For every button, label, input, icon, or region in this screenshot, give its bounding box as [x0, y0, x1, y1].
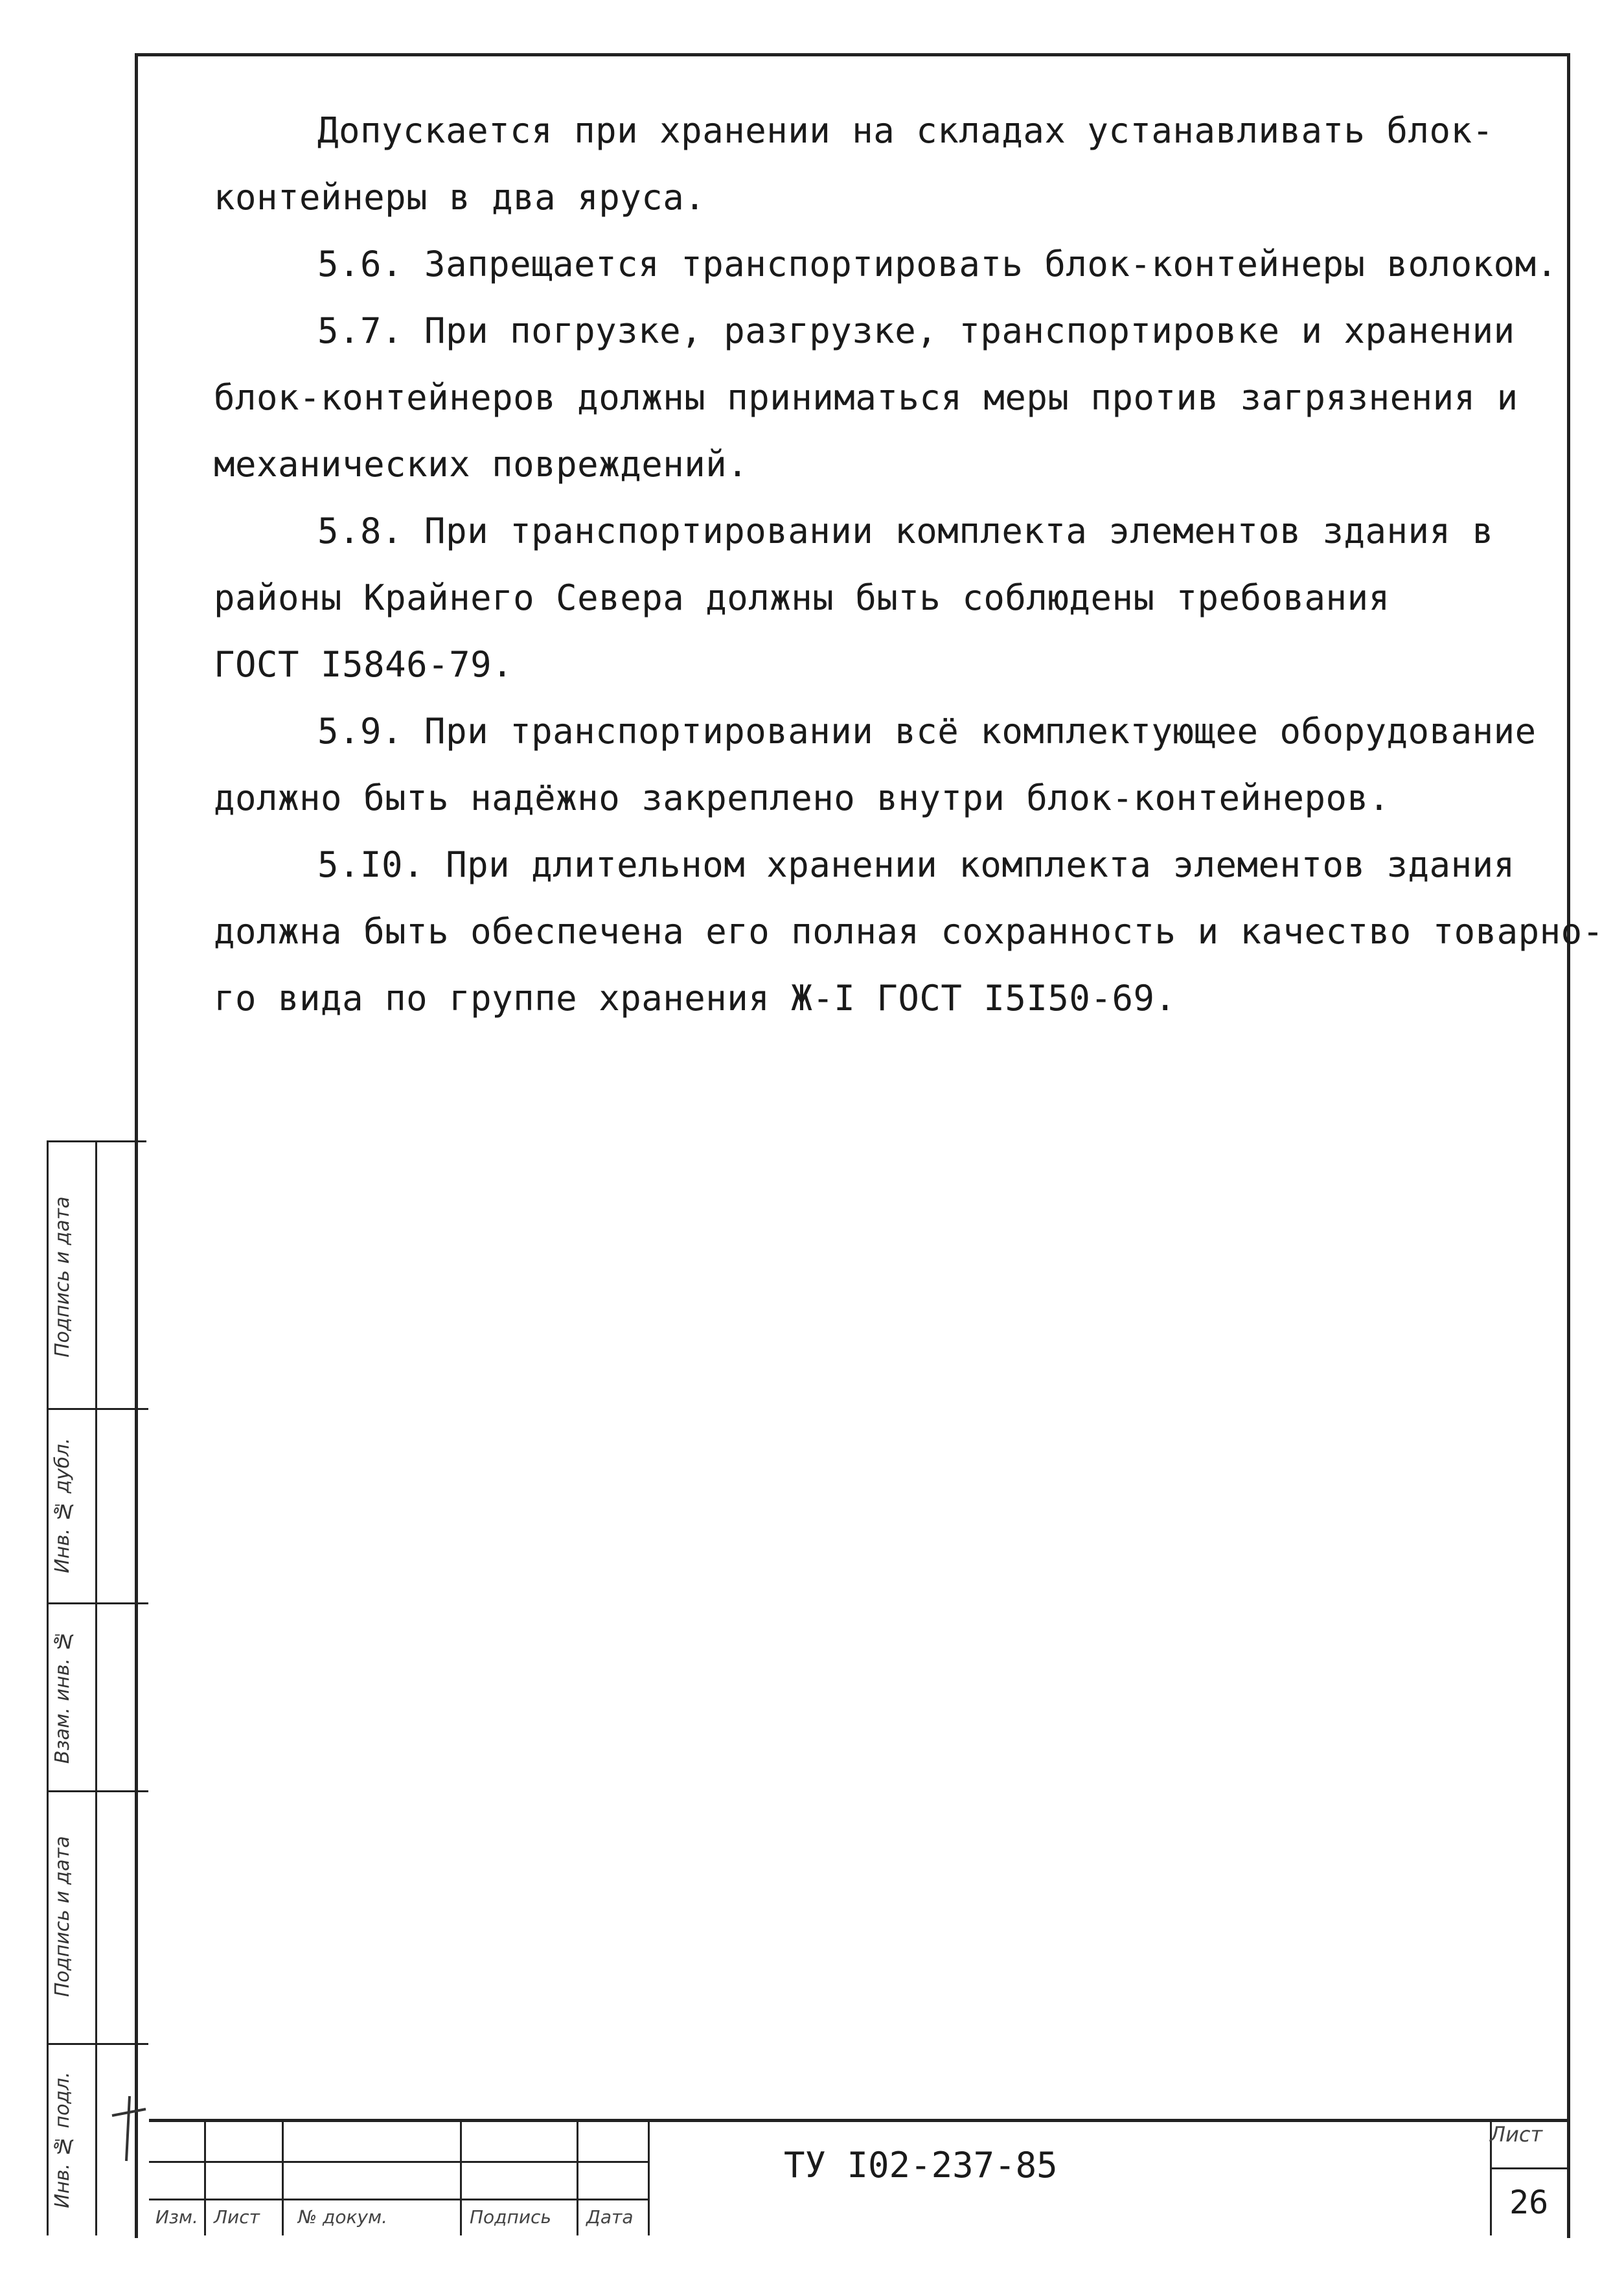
side-divider [49, 2043, 148, 2045]
side-label-dupl-inv: Инв. № дубл. [51, 1437, 74, 1573]
title-block-divider [204, 2122, 206, 2235]
text-line: 5.6. Запрещается транспортировать блок-контейнеры волоком. [317, 244, 1558, 284]
side-divider [49, 1408, 148, 1410]
title-block-divider [1490, 2167, 1570, 2169]
column-label-doc-number: № докум. [298, 2206, 388, 2228]
handwritten-mark [107, 2090, 152, 2167]
text-line: районы Крайнего Севера должны быть соблюдены требования [214, 577, 1390, 618]
side-label-replace-inv: Взам. инв. № [51, 1629, 74, 1764]
side-label-signature-date-2: Подпись и дата [51, 1836, 74, 1998]
text-line: 5.9. При транспортировании всё комплектующее оборудование [317, 711, 1537, 752]
document-code: ТУ I02-237-85 [784, 2145, 1058, 2186]
title-block-divider [577, 2122, 578, 2235]
sheet-number: 26 [1509, 2184, 1549, 2221]
paragraph-5-7 [214, 297, 1542, 498]
side-divider [49, 1790, 148, 1792]
side-divider [95, 1142, 97, 2235]
paragraph-5-9 [214, 698, 1542, 831]
column-label-change: Изм. [155, 2206, 198, 2228]
title-block-divider [149, 2199, 648, 2200]
paragraph-5-10 [214, 831, 1604, 1032]
text-line: должно быть надёжно закреплено внутри блок-контейнеров. [214, 778, 1390, 818]
side-divider [49, 1602, 148, 1604]
side-stamp-column [47, 1140, 146, 2235]
text-line: блок-контейнеров должны приниматься меры против загрязнения и [214, 377, 1518, 418]
column-label-date: Дата [586, 2206, 634, 2228]
text-line: должна быть обеспечена его полная сохранность и качество товарно- [214, 911, 1604, 952]
title-block-divider [282, 2122, 284, 2235]
text-line: 5.8. При транспортировании комплекта элементов здания в [317, 511, 1494, 551]
text-line: 5.7. При погрузке, разгрузке, транспортировке и хранении [317, 310, 1515, 351]
title-block-divider [149, 2161, 648, 2163]
paragraph-storage [214, 97, 1542, 231]
text-line: го вида по группе хранения Ж-I ГОСТ I5I50-69. [214, 978, 1176, 1019]
paragraph-5-8 [214, 498, 1542, 698]
paragraph-5-6 [214, 231, 1558, 297]
side-label-orig-inv: Инв. № подл. [51, 2072, 74, 2209]
title-block-divider [460, 2122, 462, 2235]
side-label-signature-date: Подпись и дата [51, 1196, 74, 1357]
column-label-sheet: Лист [214, 2206, 260, 2228]
sheet-label: Лист [1490, 2122, 1543, 2147]
column-label-signature: Подпись [470, 2206, 551, 2228]
body-text [214, 97, 1604, 1032]
text-line: 5.I0. При длительном хранении комплекта элементов здания [317, 844, 1515, 885]
text-line: Допускается при хранении на складах устанавливать блок- [317, 110, 1494, 151]
text-line: механических повреждений. [214, 444, 749, 485]
text-line: контейнеры в два яруса. [214, 177, 706, 218]
text-line: ГОСТ I5846-79. [214, 644, 514, 685]
